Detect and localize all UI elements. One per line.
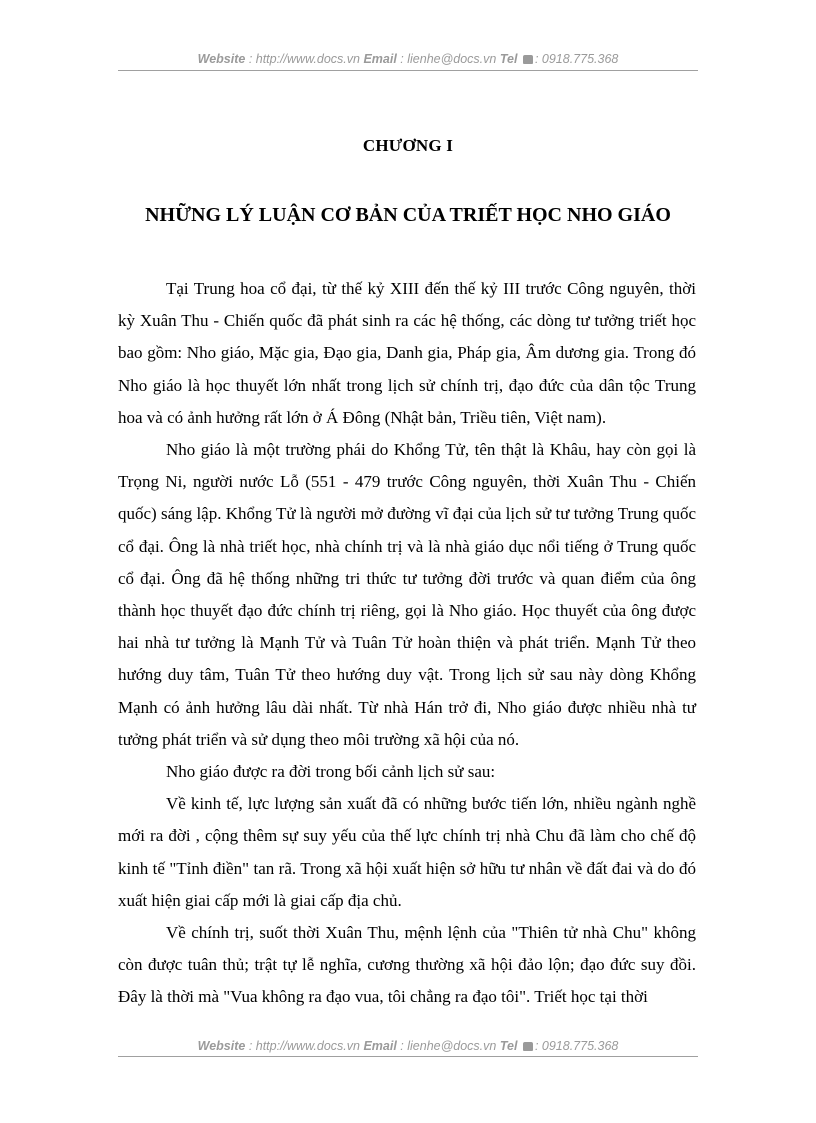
- header-email-label: Email: [363, 52, 397, 66]
- phone-icon: [523, 1042, 533, 1051]
- footer-divider: [118, 1056, 698, 1057]
- footer-tel-value: : 0918.775.368: [534, 1039, 619, 1053]
- header-divider: [118, 70, 698, 71]
- footer-email-label: Email: [363, 1039, 397, 1053]
- phone-icon: [523, 55, 533, 64]
- footer-website-label: Website: [197, 1039, 246, 1053]
- page-header: [118, 52, 698, 66]
- header-website-label: Website: [197, 52, 246, 66]
- header-email-link[interactable]: : lienhe@docs.vn: [396, 52, 500, 66]
- paragraph: Về kinh tế, lực lượng sản xuất đã có những bước tiến lớn, nhiều ngành nghề mới ra đời , cộng thêm sự suy yếu của thế lực chính trị nhà Chu đã làm cho chế độ kinh tế "Tỉnh điền" tan rã. Trong xã hội xuất hiện sở hữu tư nhân về đất đai và do đó xuất hiện giai cấp mới là giai cấp địa chủ.: [118, 794, 696, 910]
- paragraph: Tại Trung hoa cổ đại, từ thế kỷ XIII đến thế kỷ III trước Công nguyên, thời kỳ Xuân Thu - Chiến quốc đã phát sinh ra các hệ thống, các dòng tư tưởng triết học bao gồm: Nho giáo, Mặc gia, Đạo gia, Danh gia, Pháp gia, Âm dương gia. Trong đó Nho giáo là học thuyết lớn nhất trong lịch sử chính trị, đạo đức của dân tộc Trung hoa và có ảnh hưởng rất lớn ở Á Đông (Nhật bản, Triều tiên, Việt nam).: [118, 279, 696, 427]
- page-title: NHỮNG LÝ LUẬN CƠ BẢN CỦA TRIẾT HỌC NHO GIÁO: [145, 204, 671, 226]
- header-tel-value: : 0918.775.368: [534, 52, 619, 66]
- page-footer: [118, 1039, 698, 1053]
- paragraph: Nho giáo được ra đời trong bối cảnh lịch sử sau:: [166, 762, 496, 782]
- footer-tel-label: Tel: [499, 1039, 518, 1053]
- document-body: [118, 273, 696, 1014]
- footer-email-link[interactable]: : lienhe@docs.vn: [396, 1039, 500, 1053]
- footer-website-link[interactable]: : http://www.docs.vn: [245, 1039, 364, 1053]
- chapter-heading: CHƯƠNG I: [362, 136, 454, 155]
- paragraph: Nho giáo là một trường phái do Khổng Tử, tên thật là Khâu, hay còn gọi là Trọng Ni, người nước Lỗ (551 - 479 trước Công nguyên, thời Xuân Thu - Chiến quốc) sáng lập. Khổng Tử là người mở đường vĩ đại của lịch sử tư tưởng Trung quốc cổ đại. Ông là nhà triết học, nhà chính trị và là nhà giáo dục nổi tiếng ở Trung quốc cổ đại. Ông đã hệ thống những tri thức tư tưởng đời trước và quan điểm của ông thành học thuyết đạo đức chính trị riêng, gọi là Nho giáo. Học thuyết của ông được hai nhà tư tưởng là Mạnh Tử và Tuân Tử hoàn thiện và phát triển. Mạnh Tử theo hướng duy tâm, Tuân Tử theo hướng duy vật. Trong lịch sử sau này dòng Khổng Mạnh có ảnh hưởng lâu dài nhất. Từ nhà Hán trở đi, Nho giáo được nhiều nhà tư tưởng phát triển và sử dụng theo môi trường xã hội của nó.: [118, 440, 696, 749]
- paragraph: Về chính trị, suốt thời Xuân Thu, mệnh lệnh của "Thiên tử nhà Chu" không còn được tuân thủ; trật tự lễ nghĩa, cương thường xã hội đảo lộn; đạo đức suy đồi. Đây là thời mà "Vua không ra đạo vua, tôi chẳng ra đạo tôi". Triết học tại thời: [118, 923, 696, 1007]
- header-tel-label: Tel: [499, 52, 518, 66]
- header-website-link[interactable]: : http://www.docs.vn: [245, 52, 364, 66]
